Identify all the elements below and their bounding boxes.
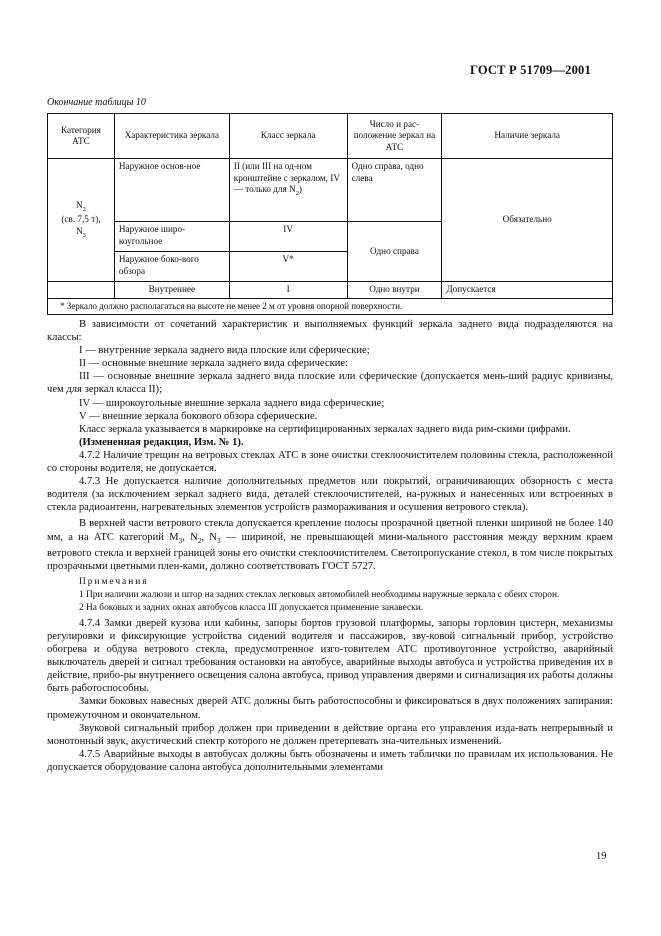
col-header-presence: Наличие зеркала [442,114,613,159]
class-item: V — внешние зеркала бокового обзора сферические. [79,410,318,422]
paragraph-4-7-5: 4.7.5 Аварийные выходы в автобусах должны быть обозначены и иметь таблички по правилам их использования. Не допускается оборудование салона автобуса дополнительными элементами [47,748,613,773]
table-header-row [48,114,613,159]
class-cell: IV [229,222,347,252]
notes-title: Примечания [79,576,149,587]
presence-cell: Допускается [442,282,613,299]
paragraph-film: В верхней части ветрового стекла допускается крепление полосы прозрачной цветной пленки шириной не более 140 мм, а на АТС категорий $M_3$, $N_2$, $N_3$ — шириной, не превышающей мини-мального расстояния между верхним краем ветрового стекла и верхней границей зоны его очистки стеклоочистителем. Светопропускание стекол, в том числе покрытых прозрачными цветными плен-ками, должно соответствовать ГОСТ 5727. [47,518,613,572]
presence-cell: Обязательно [442,159,613,282]
class-cell: I [229,282,347,299]
paragraph: Класс зеркала указывается в маркировке на сертифицированных зеркалах заднего вида рим-скими цифрами. [79,423,571,435]
page-number: 19 [596,851,607,862]
table-row [48,282,613,299]
body-text [47,318,613,774]
table-row [48,159,613,222]
characteristic-cell: Внутреннее [114,282,229,299]
note-1: 1 При наличии жалюзи и штор на задних стеклах легковых автомобилей необходимы наружные зеркала с обеих сторон. [79,589,560,600]
amendment-note: (Измененная редакция, Изм. № 1). [79,436,244,448]
class-item: III — основные внешние зеркала заднего вида плоские или сферические (допускается мень-ший радиус кривизны, чем для зеркал класса II); [47,371,613,396]
class-item: II — основные внешние зеркала заднего вида сферические: [79,358,349,370]
paragraph-4-7-2: 4.7.2 Наличие трещин на ветровых стеклах АТС в зоне очистки стеклоочистителем половины стекла, расположенной со стороны водителя, не допускается. [47,449,613,475]
count-cell: Одно справа, одно слева [347,159,442,222]
count-cell: Одно внутри [347,282,442,299]
class-cell: V* [229,252,347,282]
table-caption: Окончание таблицы 10 [47,97,146,108]
category-cell: $N_2$ (св. 7,5 т), $N_3$ [48,159,115,282]
table-footnote: * Зеркало должно располагаться на высоте не менее 2 м от уровня опорной поверхности. [48,298,613,314]
col-header-class: Класс зеркала [229,114,347,159]
category-cell-empty [48,282,115,299]
document-header: ГОСТ Р 51709—2001 [470,63,591,77]
col-header-category: Категория АТС [48,114,115,159]
characteristic-cell: Наружное основ-ное [114,159,229,222]
paragraph-sound: Звуковой сигнальный прибор должен при приведении в действие органа его управления изда-вать непрерывный и монотонный звук, акустический спектр которого не должен претерпевать зна-чительных изменений. [47,722,613,747]
mirror-table [47,113,613,315]
note-2: 2 На боковых и задних окнах автобусов класса III допускается применение занавески. [79,602,424,613]
class-item: I — внутренние зеркала заднего вида плоские или сферические; [79,345,370,357]
count-cell: Одно справа [347,222,442,282]
class-cell: II (или III на од-ном кронштейне с зеркалом, IV — только для $N_2$) [229,159,347,222]
paragraph-locks: Замки боковых навесных дверей АТС должны быть работоспособны и фиксироваться в двух положениях запирания: промежуточном и окончательном. [47,696,613,721]
class-item: IV — широкоугольные внешние зеркала заднего вида сферические; [79,397,385,409]
col-header-characteristic: Характеристика зеркала [114,114,229,159]
col-header-count: Число и рас-положение зеркал на АТС [347,114,442,159]
paragraph-4-7-3: 4.7.3 Не допускается наличие дополнительных предметов или покрытий, ограничивающих обзорность с места водителя (за исключением зеркал заднего вида, деталей стеклоочистителей, на-ружных и нанесенных или встроенных в стекла радиоантенн, нагревательных элементов устройств размораживания и осушения ветрового стекла). [47,476,613,514]
characteristic-cell: Наружное широ-коугольное [114,222,229,252]
paragraph: В зависимости от сочетаний характеристик и выполняемых функций зеркала заднего вида подразделяются на классы: [47,319,613,344]
paragraph-4-7-4: 4.7.4 Замки дверей кузова или кабины, запоры бортов грузовой платформы, запоры горловин цистерн, механизмы регулировки и фиксирующие устройства сидений водителя и пассажиров, зву-ковой сигнальный прибор, устройство обогрева и обдува ветрового стекла, предусмотренное изго-товителем АТС противоугонное устройство, аварийный выключатель дверей и сигнал требования остановки на автобусе, аварийные выходы автобуса и устройства приведения их в действие, прибо-ры внутреннего освещения салона автобуса, привод управления дверями и сигнализация их работы должны быть работоспособны. [47,617,613,695]
characteristic-cell: Наружное боко-вого обзора [114,252,229,282]
table-footnote-row [48,298,613,314]
